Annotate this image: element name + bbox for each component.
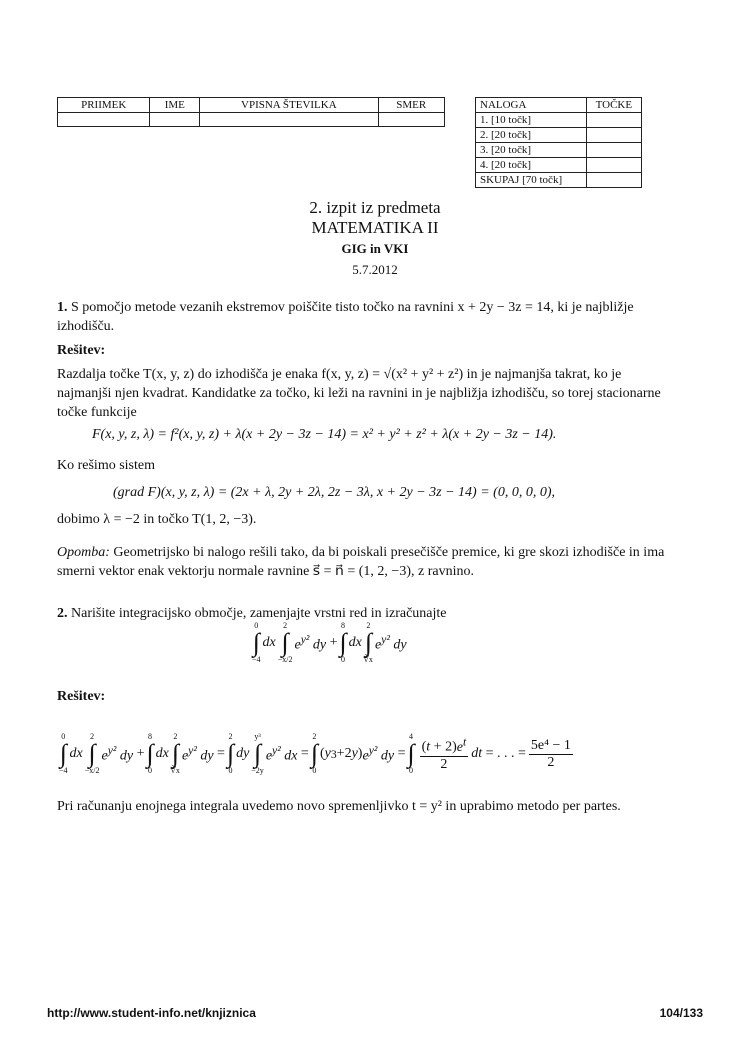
table-row: 4. [20 točk] — [476, 158, 587, 173]
table-row: SKUPAJ [70 točk] — [476, 173, 587, 188]
note-label: Opomba: — [57, 545, 110, 560]
footer-url[interactable]: http://www.student-info.net/knjiznica — [47, 1006, 256, 1020]
programme: GIG in VKI — [341, 241, 409, 256]
result-denominator: 2 — [547, 754, 555, 770]
table-row: 1. [10 točk] — [476, 113, 587, 128]
cell — [586, 143, 641, 158]
task-number: 1. — [57, 300, 68, 315]
cell — [586, 128, 641, 143]
task2-statement — [57, 604, 669, 623]
subject-title: MATEMATIKA II — [311, 218, 439, 237]
solution-label: Rešitev: — [57, 689, 106, 704]
header-vpisna: VPISNA ŠTEVILKA — [200, 98, 378, 113]
header-naloga: NALOGA — [476, 98, 587, 113]
task2-solution-equation: 0 ∫ −4 dx 2 ∫ −x/2 $e^{y^2}$ dy + 8 ∫ 0 dx 2 ∫ ∛x $e^{y^2}$ dy = 2 ∫ 0 dy y³ ∫ −2y $e^{y^2}$ dx = 2 ∫ 0 ( y 3 +2 y ) $e^{y^2}$ dy = 4 ∫ 0 $\frac{(t + 2)e^t}{2}$ dt = . . . = $\frac{\text{5e⁴ − 1}}{2}$ — [59, 732, 571, 775]
equation-lagrange: F(x, y, z, λ) = f²(x, y, z) + λ(x + 2y − 3z − 14) = x² + y² + z² + λ(x + 2y − 3z − 14). — [92, 427, 557, 442]
task2-integral: 0 ∫ −4 dx 2 ∫ −x/2 $e^{y^2}$ dy + 8 ∫ 0 dx 2 ∫ ∛x $e^{y^2}$ dy — [252, 621, 407, 664]
task-text: S pomočjo metode vezanih ekstremov poiščite tisto točko na ravnini x + 2y − 3z = 14, ki je najbližje izhodišču. — [57, 300, 634, 334]
solution-paragraph: Ko rešimo sistem — [57, 458, 155, 473]
solution-result: dobimo λ = −2 in točko T(1, 2, −3). — [57, 512, 257, 527]
equation-gradient: (grad F)(x, y, z, λ) = (2x + λ, 2y + 2λ, 2z − 3λ, x + 2y − 3z − 14) = (0, 0, 0, 0), — [113, 485, 555, 500]
cell — [150, 113, 200, 127]
solution-label: Rešitev: — [57, 343, 106, 358]
score-table — [475, 97, 642, 188]
task-number: 2. — [57, 606, 68, 621]
cell — [586, 173, 641, 188]
note — [57, 543, 669, 581]
solution-paragraph: Razdalja točke T(x, y, z) do izhodišča je enaka f(x, y, z) = √(x² + y² + z²) in je najmanjša takrat, ko je najmanjši njen kvadrat. Kandidatke za točko, ki leži na ravnini in je najbližja izhodišču, so torej stacionarne točke funkcije — [57, 367, 661, 420]
cell — [58, 113, 150, 127]
note-text: Geometrijsko bi nalogo rešili tako, da bi poiskali presečišče premice, ki gre skozi izhodišče in ima smerni vektor enak vektorju normale ravnine s⃗ = n⃗ = (1, 2, −3), z ravnino. — [57, 545, 665, 579]
table-row: 2. [20 točk] — [476, 128, 587, 143]
exam-title: 2. izpit iz predmeta — [309, 198, 441, 217]
exam-date: 5.7.2012 — [352, 262, 398, 277]
cell — [586, 113, 641, 128]
result-numerator: 5e⁴ − 1 — [530, 737, 571, 753]
header-smer: SMER — [378, 98, 444, 113]
student-info-table — [57, 97, 445, 127]
task1-statement — [57, 298, 669, 336]
cell — [378, 113, 444, 127]
header-ime: IME — [150, 98, 200, 113]
task-text: Narišite integracijsko območje, zamenjajte vrstni red in izračunajte — [71, 606, 447, 621]
table-row: 3. [20 točk] — [476, 143, 587, 158]
cell — [586, 158, 641, 173]
header-priimek: PRIIMEK — [58, 98, 150, 113]
page-number: 104/133 — [659, 1006, 703, 1020]
solution-paragraph: Pri računanju enojnega integrala uvedemo novo spremenljivko t = y² in uprabimo metodo per partes. — [57, 799, 621, 814]
header-tocke: TOČKE — [586, 98, 641, 113]
cell — [200, 113, 378, 127]
